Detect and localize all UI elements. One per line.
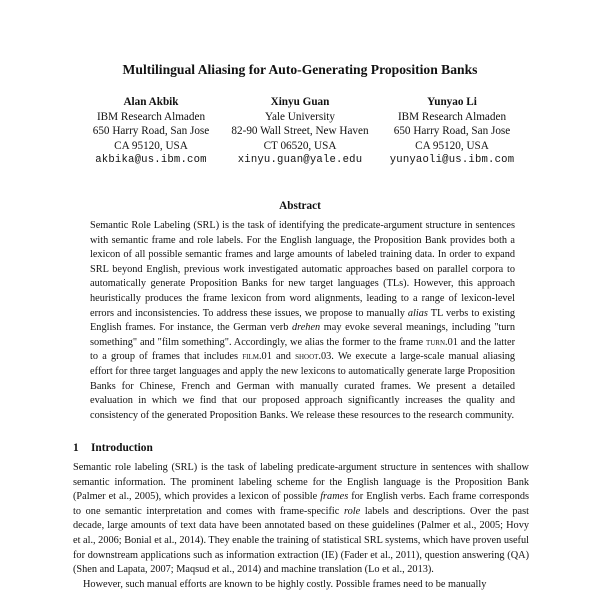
author-address-line2: CT 06520, USA	[263, 139, 337, 152]
intro-term-role: role	[343, 505, 361, 517]
intro-paragraph-2: However, such manual efforts are known to be highly costly. Possible frames need to be manually	[83, 578, 487, 590]
intro-text: labels and descriptions. Over the past decade, large amounts of text data have been annotated based on these guidelines (Palmer et al., 2005; Hovy et al., 2006; Bonial et al., 2014). They enable the training of statistical SRL systems, which have proven useful for downstream applications such as information extraction (IE) (Fader et al., 2011), question answering (QA) (Shen and Lapata, 2007; Maqsud et al., 2014) and machine translation (Lo et al., 2013).	[73, 505, 529, 576]
abstract-text: may evoke several meanings, including "turn something" and "film something". Accordingly, we alias the former to the frame	[90, 322, 515, 348]
author-name: Alan Akbik	[123, 96, 179, 108]
abstract-body	[90, 219, 515, 423]
section-title: Introduction	[91, 442, 153, 454]
intro-text: for English verbs. Each frame corresponds to one semantic interpretation and comes with frame-specific	[73, 491, 529, 517]
section-number: 1	[73, 442, 79, 454]
author-address-line2: CA 95120, USA	[415, 139, 489, 152]
introduction-body	[73, 461, 529, 592]
abstract-term-drehen: drehen	[291, 322, 321, 334]
author-name: Xinyu Guan	[270, 96, 330, 108]
intro-paragraph-1	[73, 461, 529, 578]
author-address-line2: CA 95120, USA	[114, 139, 188, 152]
author-affiliation: Yale University	[264, 110, 336, 123]
frame-label-film: film	[242, 351, 259, 363]
author-email: yunyaoli@us.ibm.com	[389, 154, 515, 167]
abstract-term-alias: alias	[407, 307, 428, 319]
author-address-line1: 650 Harry Road, San Jose	[92, 125, 210, 138]
author-address-line1: 650 Harry Road, San Jose	[393, 125, 511, 138]
frame-label-shoot: shoot	[295, 351, 319, 363]
author-1	[66, 95, 236, 168]
author-affiliation: IBM Research Almaden	[397, 110, 507, 123]
abstract-heading: Abstract	[279, 200, 321, 212]
frame-label-turn: turn	[425, 336, 446, 348]
intro-term-frames: frames	[320, 491, 349, 503]
abstract-text: Semantic Role Labeling (SRL) is the task of identifying the predicate-argument structure in sentences with semantic frame and role labels. For the English language, the Proposition Bank provides both a lexicon of all possible semantic frames and large amounts of labeled training data. In order to expand SRL beyond English, previous work investigated automatic approaches based on parallel corpora to automatically generate Proposition Banks for new target languages (TLs). However, this approach heuristically produces the frame lexicon from word alignments, leading to a range of lexicon-level errors and inconsistencies. To address these issues, we propose to manually	[90, 220, 515, 319]
author-email: xinyu.guan@yale.edu	[237, 154, 363, 167]
section-heading	[73, 442, 153, 454]
abstract-text: .01 and	[258, 351, 296, 363]
abstract-text: .03. We execute a large-scale manual aliasing effort for three target languages and apply the new lexicons to automatically generate large Proposition Banks for Chinese, French and German with manually curated frames. We present a detailed evaluation in which we find that our proposed approach significantly increases the quality and consistency of the generated Proposition Banks. We release these resources to the research community.	[90, 351, 515, 421]
paper-title: Multilingual Aliasing for Auto-Generating Proposition Banks	[122, 62, 478, 77]
abstract-text: TL verbs to existing English frames. For instance, the German verb	[90, 307, 515, 334]
author-2	[215, 95, 385, 168]
author-name: Yunyao Li	[427, 96, 477, 108]
author-email: akbika@us.ibm.com	[95, 154, 207, 167]
author-affiliation: IBM Research Almaden	[96, 110, 206, 123]
abstract-text: .01 and the latter to a group of frames that includes	[90, 336, 515, 363]
author-3	[367, 95, 537, 168]
intro-text: Semantic role labeling (SRL) is the task of labeling predicate-argument structure in sentences with shallow semantic information. The prominent labeling scheme for the English language is the Proposition Bank (Palmer et al., 2005), which provides a lexicon of possible	[73, 462, 529, 503]
author-address-line1: 82-90 Wall Street, New Haven	[231, 125, 369, 138]
